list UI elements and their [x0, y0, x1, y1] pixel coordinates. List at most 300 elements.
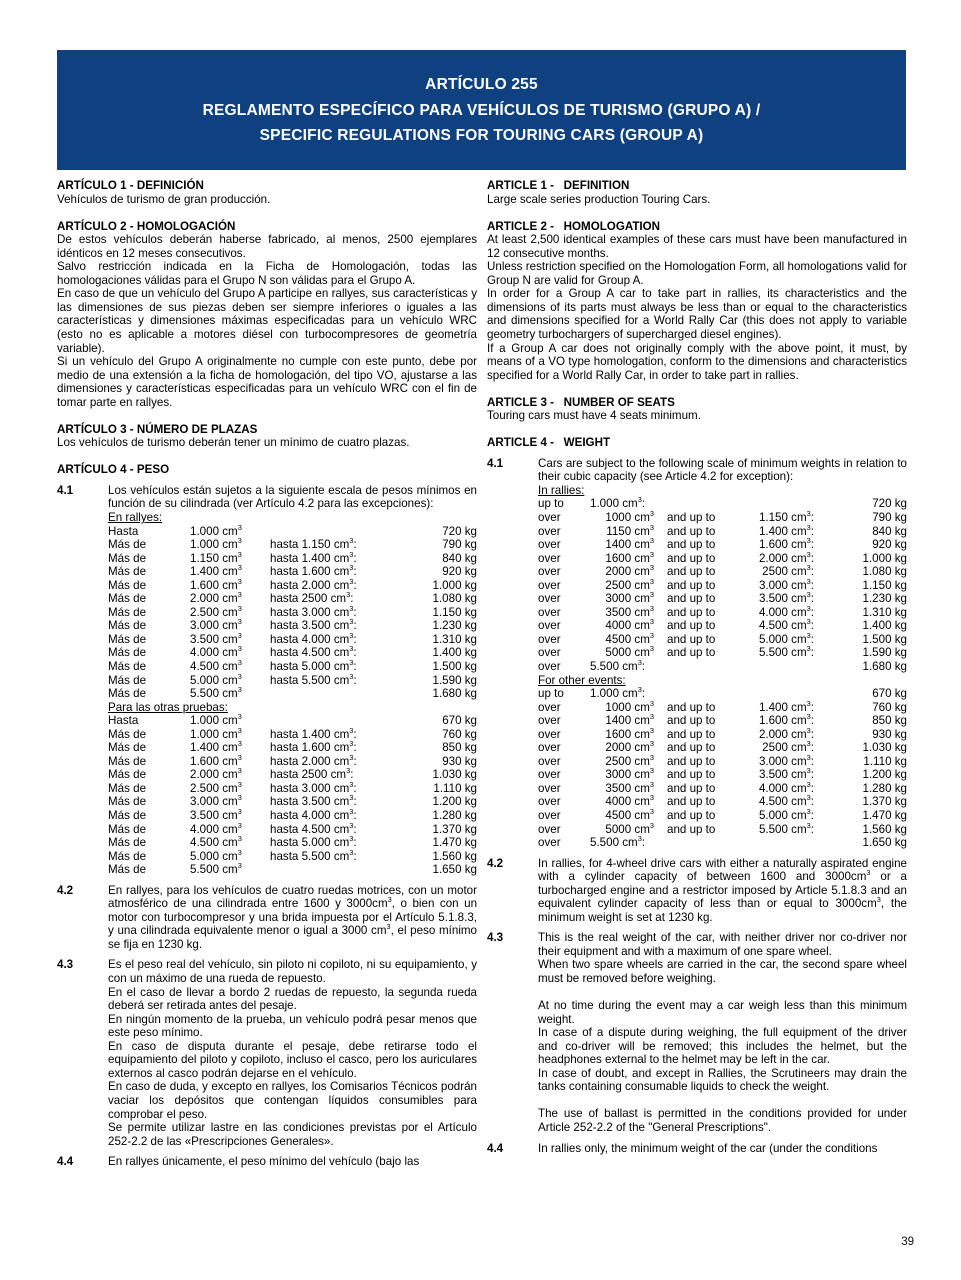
clause-4-3-paragraph-6: Se permite utilizar lastre en las condiciones previstas por el Artículo 252-2.2 de las «Prescripciones Generales». — [108, 1121, 477, 1148]
cell-c3: and up to — [667, 727, 716, 741]
cell-c5: 920 kg — [872, 538, 907, 552]
cell-c1: Más de — [108, 795, 147, 809]
cell-c2: 1000 $cm^3$ — [605, 698, 654, 714]
weight-table-es-other — [108, 714, 477, 877]
spacer — [57, 951, 477, 958]
clause-4-3-paragraph-3: En ningún momento de la prueba, un vehículo podrá pesar menos que este peso mínimo. — [108, 1012, 477, 1040]
table-row — [538, 687, 907, 701]
cell-c2: 4000 $cm^3$ — [605, 617, 654, 633]
cell-c2: 2000 $cm^3$ — [605, 739, 654, 755]
table-row — [108, 538, 477, 552]
cell-c2: 5.500 $cm^3$ — [190, 861, 242, 877]
cell-c2: 4000 $cm^3$ — [605, 793, 654, 809]
heading-articulo-4: ARTÍCULO 4 - PESO — [57, 463, 170, 477]
table-row — [538, 755, 907, 769]
weight-table-en-other — [538, 687, 907, 850]
spacer — [57, 1148, 477, 1155]
articulo-2-paragraph-2: Salvo restricción indicada en la Ficha de Homologación, todas las homologaciones válidas para el Grupo N son válidas para el Grupo A. — [57, 260, 477, 287]
article-2-paragraph-4: If a Group A car does not originally comply with the above point, it must, by means of a VO type homologation, conform to the dimensions and characteristics specified for a World Rally Car, in order to take part in rallies. — [487, 341, 907, 382]
cell-c4: 1.000 kg — [432, 578, 477, 592]
clause-4-3-paragraph-4: In case of a dispute during weighing, the full equipment of the driver and co-driver will be removed; this includes the helmet, but the headphones external to the helmet may be left in the car. — [538, 1026, 907, 1067]
article-1-text: Large scale series production Touring Cars. — [487, 192, 711, 206]
cell-c4: 930 kg — [442, 754, 477, 768]
cell-c1: over — [538, 632, 561, 646]
cell-c1: Más de — [108, 768, 147, 782]
table-row — [538, 782, 907, 796]
cell-c1: up to — [538, 687, 564, 701]
cell-c3: hasta 3.000 $cm^3$: — [270, 603, 357, 619]
cell-c4: 760 kg — [442, 727, 477, 741]
cell-c3: hasta 5.000 $cm^3$: — [270, 834, 357, 850]
cell-c3 — [667, 836, 747, 850]
cell-c2: 1.600 $cm^3$ — [190, 576, 242, 592]
cell-c2: 1.600 $cm^3$ — [190, 752, 242, 768]
cell-c1: over — [538, 524, 561, 538]
cell-c1: over — [538, 592, 561, 606]
cell-c1: over — [538, 727, 561, 741]
table-row — [108, 809, 477, 823]
cell-c2: 1.000 $cm^3$: — [590, 495, 646, 511]
clause-4-3-paragraph-2: When two spare wheels are carried in the car, the second spare wheel must be removed before weighing. — [538, 958, 907, 986]
cell-c2: 5000 $cm^3$ — [605, 644, 654, 660]
cell-c1: over — [538, 646, 561, 660]
weight-table-es-rallies — [108, 522, 477, 701]
cell-c5: 1.310 kg — [862, 605, 907, 619]
cell-c1: Más de — [108, 687, 147, 701]
cell-c2: 1.000 $cm^3$ — [190, 536, 242, 552]
heading-articulo-2: ARTÍCULO 2 - HOMOLOGACIÓN — [57, 219, 236, 233]
table-row — [108, 606, 477, 620]
cell-c2: 3500 $cm^3$ — [605, 780, 654, 795]
cell-c4: 1.400 $cm^3$: — [758, 698, 814, 714]
cell-c2: 1.000 $cm^3$: — [590, 685, 646, 701]
cell-c3: hasta 2500 $cm^3$: — [270, 766, 354, 782]
cell-c5: 1.400 kg — [862, 619, 907, 633]
cell-c3: hasta 4.500 $cm^3$: — [270, 644, 357, 660]
cell-c3: and up to — [667, 714, 716, 728]
cell-c1: over — [538, 714, 561, 728]
cell-c2: 3000 $cm^3$ — [605, 590, 654, 606]
cell-c1: over — [538, 768, 561, 782]
cell-c1: over — [538, 605, 561, 619]
table-row — [538, 619, 907, 633]
cell-c1: Más de — [108, 673, 147, 687]
clause-number-4-3: 4.3 — [487, 931, 504, 945]
table-row — [108, 633, 477, 647]
cell-c5: 670 kg — [872, 687, 907, 701]
cell-c2: 3.000 $cm^3$ — [190, 793, 242, 809]
cell-c3: and up to — [667, 551, 716, 565]
clause-4-4-es — [57, 1155, 477, 1169]
cell-c1: Más de — [108, 741, 147, 755]
cell-c4: 720 kg — [442, 524, 477, 538]
cell-c2: 4.000 $cm^3$ — [190, 644, 242, 660]
cell-c2: 2500 $cm^3$ — [605, 752, 654, 768]
cell-c1: Más de — [108, 578, 147, 592]
cell-c2: 3500 $cm^3$ — [605, 603, 654, 619]
spacer — [57, 206, 477, 220]
cell-c4: 1.370 kg — [432, 822, 477, 836]
cell-c1: over — [538, 538, 561, 552]
table-row — [538, 565, 907, 579]
cell-c1: Más de — [108, 809, 147, 823]
cell-c4: 850 kg — [442, 741, 477, 755]
cell-c4: 1.500 kg — [432, 660, 477, 673]
cell-c2: 5.000 $cm^3$ — [190, 847, 242, 863]
cell-c1: Más de — [108, 754, 147, 768]
table-row — [108, 674, 477, 688]
article-2-paragraph-3: In order for a Group A car to take part in rallies, its characteristics and the dimensions of its parts must always be less than or equal to the characteristics and dimensions specified for a World Rally Car (this does not apply to variable geometry turbochargers of supercharged diesel engines). — [487, 287, 907, 341]
cell-c4 — [747, 660, 827, 674]
clause-4-1-en — [487, 457, 907, 850]
cell-c4: 1.150 $cm^3$: — [758, 509, 814, 524]
clause-4-4-text: In rallies only, the minimum weight of the car (under the conditions — [538, 1141, 878, 1155]
clause-4-3-paragraph-4: En caso de disputa durante el pesaje, debe retirarse todo el equipamiento del piloto y copiloto, incluso el casco, pero los auriculares externos al casco podrán dejarse en el vehículo. — [108, 1039, 477, 1080]
clause-4-3-paragraph-1: This is the real weight of the car, with neither driver nor co-driver nor their equipment and with a maximum of one spare wheel. — [538, 931, 907, 958]
table-row — [538, 795, 907, 809]
cell-c4 — [747, 687, 827, 701]
cell-c3: and up to — [667, 646, 716, 660]
articulo-2-paragraph-1: De estos vehículos deberán haberse fabricado, al menos, 2500 ejemplares idénticos en 12 meses consecutivos. — [57, 233, 477, 260]
table-row — [538, 497, 907, 511]
cell-c5: 1.680 kg — [862, 660, 907, 673]
cell-c1: Hasta — [108, 524, 139, 538]
cell-c2: 1.150 $cm^3$ — [190, 549, 242, 565]
table-row — [538, 538, 907, 552]
clause-4-2-es — [57, 884, 477, 952]
cell-c1: Más de — [108, 863, 147, 877]
banner-line-spanish-title: REGLAMENTO ESPECÍFICO PARA VEHÍCULOS DE TURISMO (GRUPO A) / — [202, 102, 761, 119]
cell-c1: over — [538, 660, 561, 673]
article-3-text: Touring cars must have 4 seats minimum. — [487, 409, 701, 423]
cell-c4: 2.000 $cm^3$: — [758, 725, 814, 741]
table-row — [108, 579, 477, 593]
cell-c2: 5000 $cm^3$ — [605, 820, 654, 836]
cell-c5: 1.110 kg — [863, 754, 907, 768]
cell-c1: over — [538, 754, 561, 768]
cell-c4: 3.500 $cm^3$: — [758, 590, 814, 606]
clause-number-4-2: 4.2 — [57, 883, 74, 897]
article-2-paragraph-2: Unless restriction specified on the Homologation Form, all homologations valid for Group N are valid for Group A. — [487, 260, 907, 287]
cell-c3: hasta 2500 $cm^3$: — [270, 590, 354, 606]
clause-4-2-text: In rallies, for 4-wheel drive cars with either a naturally aspirated engine with a cylinder capacity of between 1600 and $3000cm^3$ or a turbocharged engine and a restrictor imposed by Article 5.1.8.3 and an equivalent cylinder capacity of less than or equal to $3000cm^3$, the minimum weight is set at 1230 kg. — [538, 856, 907, 924]
clause-4-3-paragraph-3: At no time during the event may a car weigh less than this minimum weight. — [538, 999, 907, 1026]
clause-4-2-text: En rallyes, para los vehículos de cuatro ruedas motrices, con un motor atmosférico de una cilindrada entre 1600 y $3000cm^3$, o bien con un motor con turbocompresor y una brida impuesta por el Artículo 5.1.8.3, y una cilindrada equivalente menor o igual a 3000 $cm^3$, el peso mínimo se fija en 1230 kg. — [108, 883, 478, 951]
spacer — [487, 423, 907, 437]
table-title-en-rallyes: En rallyes: — [108, 510, 163, 524]
cell-c3: and up to — [667, 605, 716, 619]
cell-c2: 1.000 $cm^3$ — [190, 522, 242, 538]
cell-c5: 760 kg — [872, 700, 907, 714]
cell-c3: hasta 1.600 $cm^3$: — [270, 739, 357, 755]
clause-4-3-paragraph-5: In case of doubt, and except in Rallies, the Scrutineers may drain the tanks containing consumable liquids to check the weight. — [538, 1066, 907, 1094]
cell-c1: Hasta — [108, 714, 139, 728]
table-row — [108, 714, 477, 728]
cell-c1: over — [538, 836, 561, 850]
cell-c3: hasta 1.400 $cm^3$: — [270, 725, 357, 741]
spacer — [487, 382, 907, 396]
cell-c1: Más de — [108, 632, 147, 646]
cell-c3: and up to — [667, 700, 716, 714]
cell-c4: 1.600 $cm^3$: — [758, 536, 814, 552]
table-row — [108, 836, 477, 850]
cell-c4 — [747, 836, 827, 850]
table-row — [538, 646, 907, 660]
cell-c4: 2500 $cm^3$: — [762, 739, 814, 755]
cell-c2: 2.000 $cm^3$ — [190, 766, 242, 782]
cell-c4: 5.000 $cm^3$: — [758, 807, 814, 823]
table-row — [108, 728, 477, 742]
cell-c1: Más de — [108, 727, 147, 741]
table-row — [108, 823, 477, 837]
cell-c3 — [270, 525, 382, 539]
table-row — [538, 660, 907, 674]
cell-c1: Más de — [108, 646, 147, 660]
cell-c4: 1.230 kg — [432, 619, 477, 633]
cell-c1: over — [538, 551, 561, 565]
cell-c3: hasta 3.000 $cm^3$: — [270, 780, 357, 795]
weight-table-en-rallies — [538, 497, 907, 673]
cell-c2: 2.500 $cm^3$ — [190, 603, 242, 619]
cell-c1: Más de — [108, 619, 147, 633]
table-row — [108, 782, 477, 796]
cell-c2: 4500 $cm^3$ — [605, 807, 654, 823]
cell-c3: and up to — [667, 592, 716, 606]
cell-c3: hasta 1.600 $cm^3$: — [270, 563, 357, 579]
clause-number-4-4: 4.4 — [487, 1141, 504, 1155]
heading-articulo-3: ARTÍCULO 3 - NÚMERO DE PLAZAS — [57, 422, 258, 436]
cell-c4: 1.650 kg — [432, 863, 477, 877]
cell-c2: 3000 $cm^3$ — [605, 766, 654, 782]
cell-c5: 1.500 kg — [862, 632, 907, 646]
cell-c2: 2.500 $cm^3$ — [190, 780, 242, 795]
cell-c4: 4.500 $cm^3$: — [758, 617, 814, 633]
clause-4-3-paragraph-5: En caso de duda, y excepto en rallyes, los Comisarios Técnicos podrán vaciar los depósitos que contengan líquidos consumibles para comprobar el peso. — [108, 1080, 477, 1121]
cell-c4: 1.400 $cm^3$: — [758, 522, 814, 538]
cell-c3: hasta 5.500 $cm^3$: — [270, 847, 357, 863]
cell-c1: Más de — [108, 822, 147, 836]
cell-c1: Más de — [108, 781, 147, 795]
table-row — [538, 741, 907, 755]
cell-c4: 840 kg — [442, 551, 477, 565]
table-row — [538, 552, 907, 566]
table-row — [538, 511, 907, 525]
cell-c1: Más de — [108, 605, 147, 619]
cell-c5: 1.030 kg — [862, 741, 907, 755]
table-row — [108, 741, 477, 755]
cell-c3 — [270, 714, 382, 728]
cell-c3: hasta 5.000 $cm^3$: — [270, 658, 357, 673]
cell-c2: 4.500 $cm^3$ — [190, 658, 242, 673]
spacer — [487, 1135, 907, 1142]
table-row — [538, 633, 907, 647]
spacer — [487, 450, 907, 457]
cell-c2: 5.500 $cm^3$ — [190, 685, 242, 701]
cell-c4: 920 kg — [442, 565, 477, 579]
cell-c3: and up to — [667, 809, 716, 823]
cell-c2: 5.500 $cm^3$: — [590, 834, 646, 850]
clause-4-3-paragraph-6: The use of ballast is permitted in the conditions provided for under Article 252-2.2 of the "General Prescriptions". — [538, 1107, 907, 1134]
cell-c4: 5.500 $cm^3$: — [758, 644, 814, 660]
table-title-other-events: For other events: — [538, 673, 626, 687]
cell-c3: and up to — [667, 795, 716, 809]
table-row — [538, 823, 907, 837]
article-2-paragraph-1: At least 2,500 identical examples of these cars must have been manufactured in 12 consecutive months. — [487, 233, 907, 260]
cell-c5: 1.280 kg — [862, 781, 907, 795]
cell-c3: and up to — [667, 632, 716, 646]
cell-c5: 1.230 kg — [862, 592, 907, 606]
table-row — [108, 552, 477, 566]
cell-c3: hasta 4.000 $cm^3$: — [270, 631, 357, 646]
cell-c1: up to — [538, 497, 564, 511]
cell-c3: hasta 3.500 $cm^3$: — [270, 793, 357, 809]
cell-c5: 1.470 kg — [862, 809, 907, 823]
cell-c1: Más de — [108, 849, 147, 863]
cell-c3: and up to — [667, 565, 716, 579]
cell-c3: hasta 1.150 $cm^3$: — [270, 536, 357, 552]
cell-c4: 2.000 $cm^3$: — [758, 549, 814, 565]
table-title-in-rallies: In rallies: — [538, 483, 585, 497]
table-row — [108, 795, 477, 809]
cell-c2: 2000 $cm^3$ — [605, 563, 654, 579]
cell-c2: 1.400 $cm^3$ — [190, 739, 242, 755]
clause-4-3-en — [487, 931, 907, 1134]
cell-c3: and up to — [667, 781, 716, 795]
spacer — [57, 877, 477, 884]
cell-c2: 1000 $cm^3$ — [605, 509, 654, 524]
articulo-2-paragraph-4: Si un vehículo del Grupo A originalmente no cumple con este punto, debe por medio de una extensión a la ficha de homologación, del tipo VO, ajustarse a las dimensiones y características especificadas para un vehículo WRC con el fin de tomar parte en rallyes. — [57, 355, 477, 409]
cell-c5: 840 kg — [872, 524, 907, 538]
clause-number-4-1: 4.1 — [57, 483, 74, 497]
clause-number-4-3: 4.3 — [57, 958, 74, 972]
table-row — [538, 701, 907, 715]
clause-number-4-4: 4.4 — [57, 1155, 74, 1169]
cell-c2: 1400 $cm^3$ — [605, 536, 654, 552]
cell-c4: 1.400 kg — [432, 646, 477, 660]
spacer — [487, 924, 907, 931]
table-row — [538, 579, 907, 593]
table-row — [108, 850, 477, 864]
table-row — [108, 768, 477, 782]
table-row — [538, 592, 907, 606]
cell-c5: 1.200 kg — [862, 768, 907, 782]
clause-4-3-paragraph-2: En el caso de llevar a bordo 2 ruedas de repuesto, la segunda rueda deberá ser retirada antes del pesaje. — [108, 985, 477, 1013]
cell-c2: 4500 $cm^3$ — [605, 631, 654, 646]
cell-c2: 2.000 $cm^3$ — [190, 590, 242, 606]
cell-c3: and up to — [667, 538, 716, 552]
cell-c2: 3.500 $cm^3$ — [190, 631, 242, 646]
cell-c4: 1.280 kg — [432, 809, 477, 823]
cell-c1: over — [538, 741, 561, 755]
cell-c5: 930 kg — [872, 727, 907, 741]
table-row — [538, 768, 907, 782]
cell-c3: and up to — [667, 741, 716, 755]
spacer — [57, 477, 477, 484]
cell-c1: Más de — [108, 836, 147, 850]
cell-c2: 1600 $cm^3$ — [605, 549, 654, 565]
cell-c5: 1.590 kg — [862, 646, 907, 660]
cell-c1: Más de — [108, 660, 147, 673]
cell-c2: 4.500 $cm^3$ — [190, 834, 242, 850]
english-column — [487, 179, 907, 1155]
table-row — [538, 836, 907, 850]
cell-c4: 5.500 $cm^3$: — [758, 820, 814, 836]
heading-article-4: ARTICLE 4 - WEIGHT — [487, 436, 611, 450]
cell-c5: 720 kg — [872, 497, 907, 511]
clause-4-1-text: Cars are subject to the following scale of minimum weights in relation to their cubic capacity (see Article 4.2 for exception): — [538, 456, 907, 484]
cell-c5: 790 kg — [872, 510, 907, 524]
cell-c2: 1.000 $cm^3$ — [190, 725, 242, 741]
articulo-1-text: Vehículos de turismo de gran producción. — [57, 192, 271, 206]
clause-4-1-text: Los vehículos están sujetos a la siguiente escala de pesos mínimos en función de su cilindrada (ver Artículo 4.2 para las excepciones): — [108, 483, 477, 511]
cell-c1: Más de — [108, 592, 147, 606]
cell-c4: 3.000 $cm^3$: — [758, 752, 814, 768]
cell-c1: over — [538, 510, 561, 524]
cell-c2: 1.000 $cm^3$ — [190, 712, 242, 728]
cell-c3 — [667, 660, 747, 674]
cell-c4: 1.590 kg — [432, 673, 477, 687]
cell-c3 — [667, 687, 747, 701]
spacer — [57, 450, 477, 464]
table-row — [108, 592, 477, 606]
articulo-2-paragraph-3: En caso de que un vehículo del Grupo A participe en rallyes, sus características y las dimensiones de sus piezas deben ser siempre inferiores o iguales a las características y dimensiones máximas especificadas para un vehículo WRC (esto no es aplicable a motores diésel con turbocompresores de geometría variable). — [57, 287, 477, 355]
cell-c4: 1.600 $cm^3$: — [758, 712, 814, 728]
cell-c4: 1.110 kg — [433, 781, 477, 795]
cell-c3: and up to — [667, 524, 716, 538]
spanish-column — [57, 179, 477, 1169]
cell-c1: over — [538, 578, 561, 592]
cell-c2: 1400 $cm^3$ — [605, 712, 654, 728]
spacer — [487, 850, 907, 857]
heading-articulo-1: ARTÍCULO 1 - DEFINICIÓN — [57, 179, 204, 192]
table-row — [538, 809, 907, 823]
cell-c5: 1.650 kg — [862, 836, 907, 850]
cell-c4: 3.500 $cm^3$: — [758, 766, 814, 782]
cell-c3: and up to — [667, 822, 716, 836]
cell-c4: 1.470 kg — [432, 836, 477, 850]
cell-c5: 1.150 kg — [862, 578, 907, 592]
cell-c2: 3.000 $cm^3$ — [190, 617, 242, 633]
cell-c3: and up to — [667, 754, 716, 768]
table-row — [538, 728, 907, 742]
document-title-banner — [57, 50, 906, 170]
cell-c4: 790 kg — [442, 538, 477, 552]
cell-c2: 1150 $cm^3$ — [606, 522, 654, 538]
cell-c3: and up to — [667, 768, 716, 782]
page-number: 39 — [901, 1236, 914, 1248]
cell-c3: hasta 1.400 $cm^3$: — [270, 549, 357, 565]
cell-c5: 1.370 kg — [862, 795, 907, 809]
cell-c4: 1.310 kg — [432, 632, 477, 646]
cell-c4: 1.200 kg — [432, 795, 477, 809]
table-row — [538, 606, 907, 620]
cell-c1: over — [538, 781, 561, 795]
banner-line-english-title: SPECIFIC REGULATIONS FOR TOURING CARS (GROUP A) — [259, 127, 704, 144]
cell-c5: 850 kg — [872, 714, 907, 728]
table-row — [108, 619, 477, 633]
cell-c1: Más de — [108, 551, 147, 565]
cell-c3: hasta 5.500 $cm^3$: — [270, 671, 357, 687]
clause-4-3-es — [57, 958, 477, 1148]
cell-c4: 1.030 kg — [432, 768, 477, 782]
table-row — [538, 714, 907, 728]
clause-4-4-en — [487, 1142, 907, 1156]
cell-c3: and up to — [667, 510, 716, 524]
table-title-otras-pruebas: Para las otras pruebas: — [108, 700, 228, 714]
cell-c3: hasta 2.000 $cm^3$: — [270, 576, 357, 592]
heading-article-1: ARTICLE 1 - DEFINITION — [487, 179, 630, 192]
table-row — [108, 525, 477, 539]
